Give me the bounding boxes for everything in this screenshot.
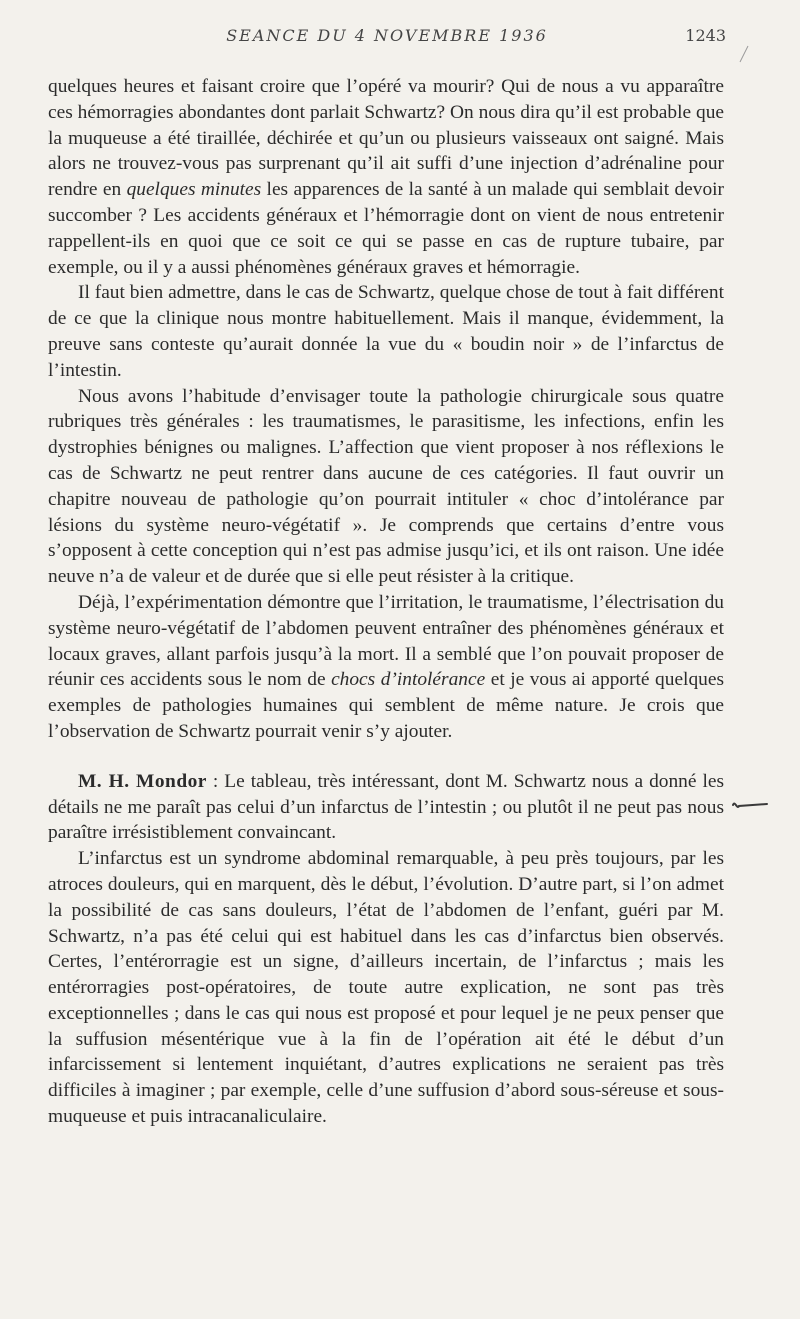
paragraph-text: quelques heures et faisant croire que l’opéré va mourir? Qui de nous a vu apparaître ces hémorragies abondantes dont parlait Schwartz? On nous dira qu’il est probable que la muqueuse a été tiraillée, déchirée et qu’un ou plusieurs vaisseaux ont saigné. Mais alors ne trouvez-vous pas surprenant qu’il ait suffi d’une injection d’adrénaline pour rendre en [48,76,724,201]
pencil-tick-mark [738,44,750,64]
paragraph-text: Nous avons l’habitude d’envisager toute la pathologie chirurgicale sous quatre rubriques très générales : les traumatismes, le parasitisme, les infections, enfin les dystrophies bénignes ou malignes. L’affection que vient proposer à nos réflexions le cas de Schwartz ne peut rentrer dans aucune de ces catégories. Il faut ouvrir un chapitre nouveau de pathologie qu’on pourrait intituler « choc d’intolérance par lésions du système neuro-végétatif ». Je comprends que certains d’entre vous s’opposent à cette conception qui n’est pas admise jusqu’ici, et ils ont raison. Une idée neuve n’a de valeur et de durée que si elle peut résister à la critique. [48,385,724,588]
emphasis-text: chocs d’intolérance [331,669,486,691]
paragraph [48,846,724,1130]
paragraph-text: : Le tableau, très intéressant, dont M. Schwartz nous a donné les détails ne me paraît pas celui d’un infarctus de l’intestin ; ou plutôt il ne peut pas nous paraître irrésistiblement convaincant. [48,770,724,844]
page-number: 1243 [685,26,726,45]
header-title: SEANCE DU 4 NOVEMBRE 1936 [226,26,548,45]
paragraph-text: Déjà, l’expérimentation démontre que l’irritation, le traumatisme, l’électrisation du système neuro-végétatif de l’abdomen peuvent entraîner des phénomènes généraux et locaux graves, allant parfois jusqu’à la mort. Il a semblé que l’on pouvait proposer de réunir ces accidents sous le nom de [48,591,724,691]
paragraph [48,280,724,383]
paragraph [48,769,724,846]
paragraph-text: les apparences de la santé à un malade qui semblait devoir succomber ? Les accidents généraux et l’hémorragie dont on vient de nous entretenir rappellent-ils en quoi que ce soit ce qui se passe en cas de rupture tubaire, par exemple, ou il y a aussi phénomènes généraux graves et hémorragie. [48,179,725,278]
margin-annotation-mark [731,796,769,814]
speaker-name: M. H. Mondor [78,770,207,792]
running-header [48,26,726,52]
paragraph-text: et je vous ai apporté quelques exemples de pathologies humaines qui semblent de même nature. Je crois que l’observation de Schwartz pourrait venir s’y ajouter. [48,669,724,742]
paragraph-text: Il faut bien admettre, dans le cas de Schwartz, quelque chose de tout à fait différent de ce que la clinique nous montre habituellement. Mais il manque, évidemment, la preuve sans conteste qu’aurait donnée la vue du « boudin noir » de l’infarctus de l’intestin. [48,282,724,381]
paragraph-text: L’infarctus est un syndrome abdominal remarquable, à peu près toujours, par les atroces douleurs, qui en marquent, dès le début, l’évolution. D’autre part, si l’on admet la possibilité de cas sans douleurs, l’état de l’abdomen de l’enfant, guéri par M. Schwartz, n’a pas été celui qui est habituel dans les cas d’infarctus bien observés. Certes, l’entérorragie est un signe, d’ailleurs incertain, de l’infarctus ; mais les entérorragies post-opératoires, de toute autre explication, ne sont pas très exceptionnelles ; dans le cas qui nous est proposé et pour lequel je ne peux penser que la suffusion mésentérique vue à la fin de l’opération ait été le début d’un infarcissement si lentement inquiétant, d’autres explications ne seraient pas très difficiles à imaginer ; par exemple, celle d’une suffusion d’abord sous-séreuse et sous-muqueuse et puis intracanaliculaire. [48,848,724,1128]
paragraph [48,74,724,280]
paragraph [48,590,724,745]
emphasis-text: quelques minutes [126,179,262,201]
article-body [48,74,724,1130]
paragraph [48,384,724,590]
